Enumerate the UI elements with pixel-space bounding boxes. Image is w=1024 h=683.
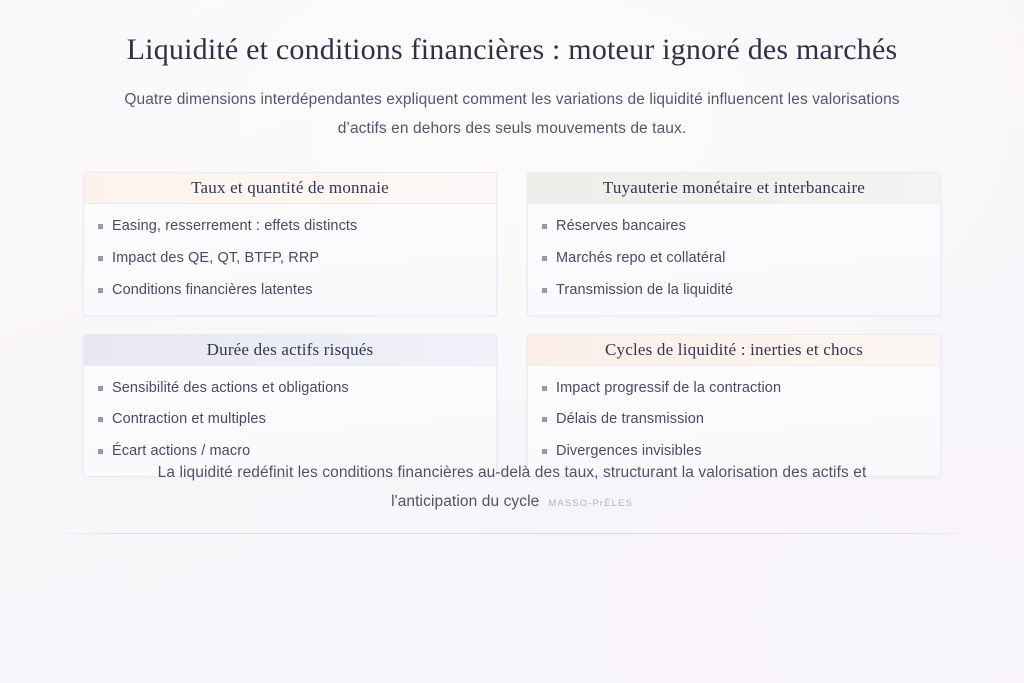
square-bullet-icon bbox=[542, 386, 547, 391]
footer-divider bbox=[50, 533, 975, 534]
list-item bbox=[542, 249, 940, 268]
list-item bbox=[98, 281, 496, 300]
list-item bbox=[542, 379, 940, 398]
bullet-list bbox=[98, 217, 496, 300]
list-item bbox=[542, 410, 940, 429]
list-item bbox=[98, 379, 496, 398]
card-title: Tuyauterie monétaire et interbancaire bbox=[602, 178, 866, 197]
footer-summary bbox=[122, 458, 902, 517]
list-item-label: Impact des QE, QT, BTFP, RRP bbox=[112, 249, 320, 266]
card-title: Durée des actifs risqués bbox=[206, 339, 374, 359]
list-item-label: Délais de transmission bbox=[556, 411, 705, 428]
list-item-label: Easing, resserrement : effets distincts bbox=[112, 218, 358, 234]
list-item-label: Réserves bancaires bbox=[556, 218, 686, 234]
card-header bbox=[84, 335, 496, 366]
square-bullet-icon bbox=[98, 449, 103, 454]
list-item-label: Impact progressif de la contraction bbox=[556, 379, 782, 396]
card-title: Cycles de liquidité : inerties et chocs bbox=[604, 339, 863, 359]
list-item bbox=[542, 281, 940, 300]
card-grid bbox=[83, 172, 941, 477]
square-bullet-icon bbox=[542, 449, 547, 454]
list-item-label: Transmission de la liquidité bbox=[556, 281, 734, 298]
card-header bbox=[84, 173, 496, 204]
footer-summary-text: La liquidité redéfinit les conditions financières au-delà des taux, structurant la valorisation des actifs et l'anticipation du cycle bbox=[157, 464, 867, 511]
square-bullet-icon bbox=[98, 224, 103, 229]
square-bullet-icon bbox=[98, 288, 103, 293]
card-tuyauterie-monetaire-et-interbancaire[interactable] bbox=[527, 172, 941, 316]
card-body bbox=[528, 204, 940, 315]
square-bullet-icon bbox=[542, 417, 547, 422]
list-item-label: Écart actions / macro bbox=[112, 443, 251, 460]
list-item-label: Contraction et multiples bbox=[112, 411, 266, 428]
card-header bbox=[528, 173, 940, 204]
card-duree-des-actifs-risques[interactable] bbox=[83, 334, 497, 478]
slide-header bbox=[0, 0, 1024, 143]
list-item bbox=[98, 410, 496, 429]
list-item-label: Marchés repo et collatéral bbox=[556, 249, 726, 266]
square-bullet-icon bbox=[98, 417, 103, 422]
list-item-label: Divergences invisibles bbox=[556, 443, 702, 460]
square-bullet-icon bbox=[98, 256, 103, 261]
card-header bbox=[528, 335, 940, 366]
author-signature: MASSO-PrÉLES bbox=[548, 498, 633, 510]
page-title: Liquidité et conditions financières : moteur ignoré des marchés bbox=[126, 33, 898, 66]
bullet-list bbox=[542, 379, 940, 462]
bullet-list bbox=[542, 217, 940, 300]
list-item bbox=[98, 217, 496, 236]
list-item-label: Conditions financières latentes bbox=[112, 281, 313, 298]
page-subtitle: Quatre dimensions interdépendantes expliquent comment les variations de liquidité influencent les valorisations d’actifs en dehors des seuls mouvements de taux. bbox=[124, 91, 900, 137]
card-cycles-de-liquidite[interactable] bbox=[527, 334, 941, 478]
card-title: Taux et quantité de monnaie bbox=[191, 178, 389, 197]
list-item bbox=[542, 217, 940, 236]
square-bullet-icon bbox=[542, 288, 547, 293]
square-bullet-icon bbox=[98, 386, 103, 391]
list-item-label: Sensibilité des actions et obligations bbox=[112, 379, 349, 396]
slide-footer bbox=[0, 458, 1024, 517]
list-item bbox=[98, 249, 496, 268]
square-bullet-icon bbox=[542, 224, 547, 229]
card-body bbox=[84, 204, 496, 315]
card-taux-et-quantite-de-monnaie[interactable] bbox=[83, 172, 497, 316]
square-bullet-icon bbox=[542, 256, 547, 261]
bullet-list bbox=[98, 379, 496, 462]
